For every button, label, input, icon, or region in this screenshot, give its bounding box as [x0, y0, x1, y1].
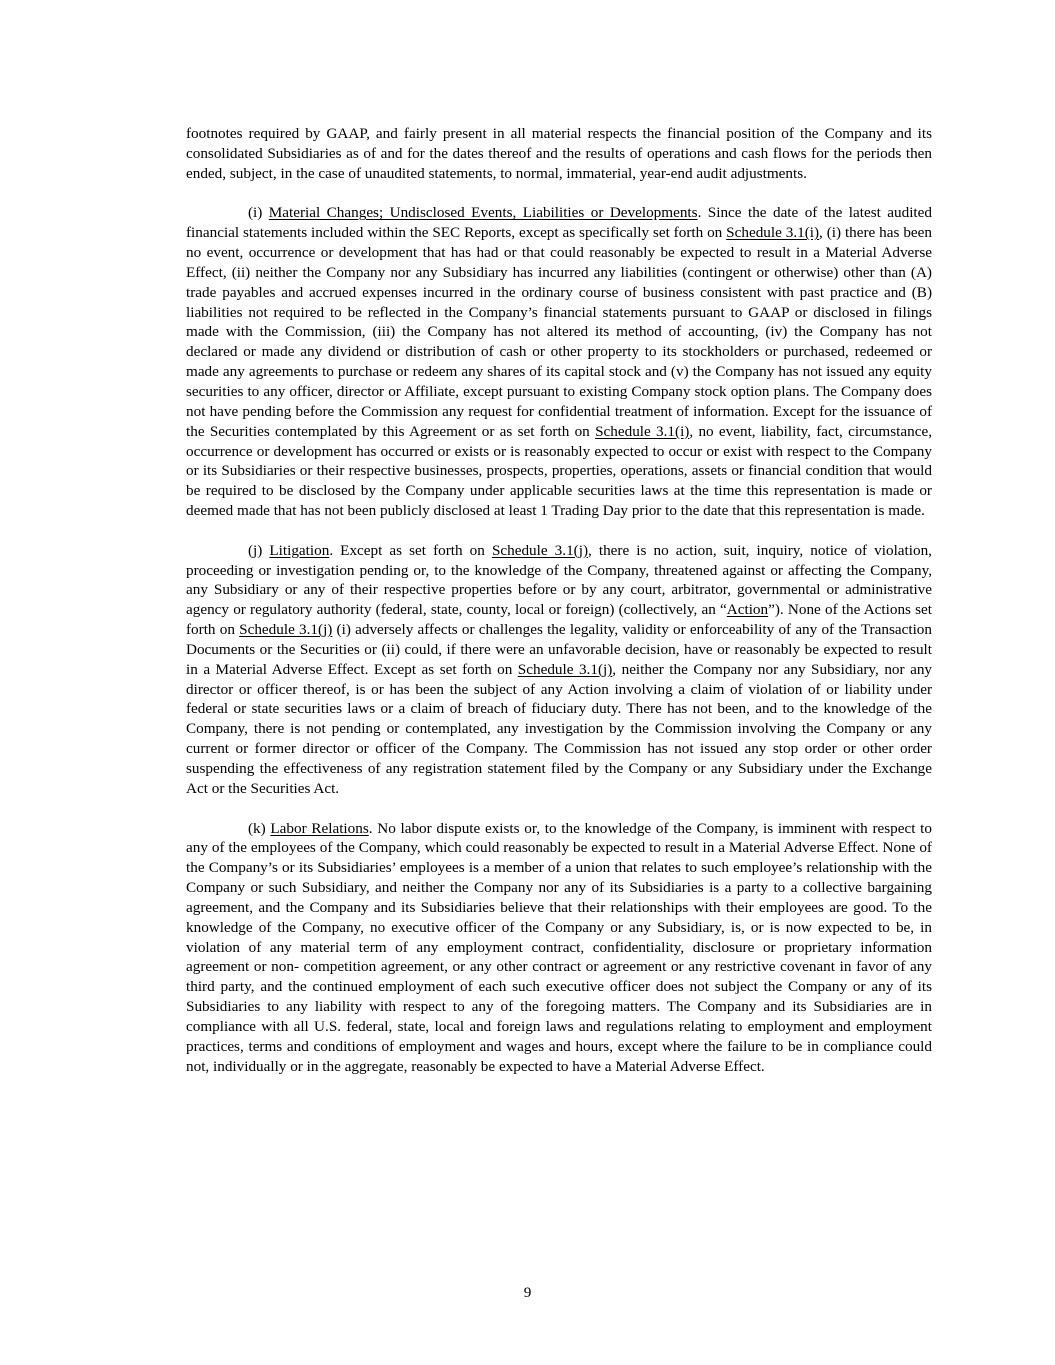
section-k-text-1: . No labor dispute exists or, to the knowledge of the Company, is imminent with respect to any of the employees of the Company, which could reasonably be expected to result in a Material Adverse Effect. None of the Company’s or its Subsidiaries’ employees is a member of a union that relates to such employee’s relationship with the Company or such Subsidiary, and neither the Company nor any of its Subsidiaries is a party to a collective bargaining agreement, and the Company and its Subsidiaries believe that their relationships with their employees are good. To the knowledge of the Company, no executive officer of the Company or any Subsidiary, is, or is now expected to be, in violation of any material term of any employment contract, confidentiality, disclosure or proprietary information agreement or non- competition agreement, or any other contract or agreement or any restrictive covenant in favor of any third party, and the continued employment of each such executive officer does not subject the Company or any of its Subsidiaries to any liability with respect to any of the foregoing matters. The Company and its Subsidiaries are in compliance with all U.S. federal, state, local and foreign laws and regulations relating to employment and employment practices, terms and conditions of employment and wages and hours, except where the failure to be in compliance could not, individually or in the aggregate, reasonably be expected to have a Material Adverse Effect.: [186, 819, 932, 1075]
schedule-3-1-j-reference: Schedule 3.1(j): [517, 660, 613, 678]
section-j-text-4: (i) adversely affects or challenges the legality, validity or enforceability of any of the Transaction Documents or the Securities or (ii) could, if there were an unfavorable decision, have or reasonably be expected to result in a Material Adverse Effect. Except as set forth on: [186, 621, 932, 678]
section-j-text-2: , there is no action, suit, inquiry, notice of violation, proceeding or investigation pending or, to the knowledge of the Company, threatened against or affecting the Company, any Subsidiary or any of their respective properties before or by any court, arbitrator, governmental or administrative agency or regulatory authority (federal, state, county, local or foreign) (collectively, an “: [186, 541, 932, 619]
section-i-heading: Material Changes; Undisclosed Events, Liabilities or Developments: [268, 204, 698, 222]
schedule-3-1-j-reference: Schedule 3.1(j): [491, 541, 588, 559]
section-j-text-1: . Except as set forth on: [329, 541, 492, 559]
section-k-labor-relations: [186, 819, 932, 1077]
section-j-label: (j): [248, 541, 270, 559]
section-j-litigation: [186, 541, 932, 799]
paragraph-continuation: footnotes required by GAAP, and fairly present in all material respects the financial position of the Company and its consolidated Subsidiaries as of and for the dates thereof and the results of operations and cash flows for the periods then ended, subject, in the case of unaudited statements, to normal, immaterial, year-end audit adjustments.: [186, 125, 932, 182]
section-i-material-changes: [186, 203, 932, 521]
section-i-text-1: . Since the date of the latest audited financial statements included within the SEC Reports, except as specifically set forth on: [186, 204, 932, 242]
section-k-heading: Labor Relations: [270, 819, 369, 837]
document-body: [186, 124, 932, 1096]
section-i-label: (i): [248, 204, 269, 222]
page-number: 9: [523, 1284, 532, 1301]
section-j-heading: Litigation: [269, 541, 330, 559]
section-i-text-2: , (i) there has been no event, occurrence or development that has had or that could reasonably be expected to result in a Material Adverse Effect, (ii) neither the Company nor any Subsidiary has incurred any liabilities (contingent or otherwise) other than (A) trade payables and accrued expenses incurred in the ordinary course of business consistent with past practice and (B) liabilities not required to be reflected in the Company’s financial statements pursuant to GAAP or disclosed in filings made with the Commission, (iii) the Company has not altered its method of accounting, (iv) the Company has not declared or made any dividend or distribution of cash or other property to its stockholders or purchased, redeemed or made any agreements to purchase or redeem any shares of its capital stock and (v) the Company has not issued any equity securities to any officer, director or Affiliate, except pursuant to existing Company stock option plans. The Company does not have pending before the Commission any request for confidential treatment of information. Except for the issuance of the Securities contemplated by this Agreement or as set forth on: [186, 224, 932, 440]
section-j-text-5: , neither the Company nor any Subsidiary, nor any director or officer thereof, is or has been the subject of any Action involving a claim of violation of or liability under federal or state securities laws or a claim of breach of fiduciary duty. There has not been, and to the knowledge of the Company, there is not pending or contemplated, any investigation by the Commission involving the Company or any current or former director or officer of the Company. The Commission has not issued any stop order or other order suspending the effectiveness of any registration statement filed by the Company or any Subsidiary under the Exchange Act or the Securities Act.: [186, 660, 933, 797]
defined-term-action: Action: [726, 601, 769, 619]
section-j-text-3: ”). None of the Actions set forth on: [186, 601, 933, 639]
schedule-3-1-i-reference: Schedule 3.1(i): [595, 422, 690, 440]
section-k-label: (k): [248, 819, 271, 837]
section-i-text-3: , no event, liability, fact, circumstance, occurrence or development has occurred or exists or is reasonably expected to occur or exist with respect to the Company or its Subsidiaries or their respective businesses, prospects, properties, operations, assets or financial condition that would be required to be disclosed by the Company under applicable securities laws at the time this representation is made or deemed made that has not been publicly disclosed at least 1 Trading Day prior to the date that this representation is made.: [186, 422, 932, 520]
schedule-3-1-i-reference: Schedule 3.1(i): [726, 224, 820, 242]
schedule-3-1-j-reference: Schedule 3.1(j): [239, 621, 333, 639]
